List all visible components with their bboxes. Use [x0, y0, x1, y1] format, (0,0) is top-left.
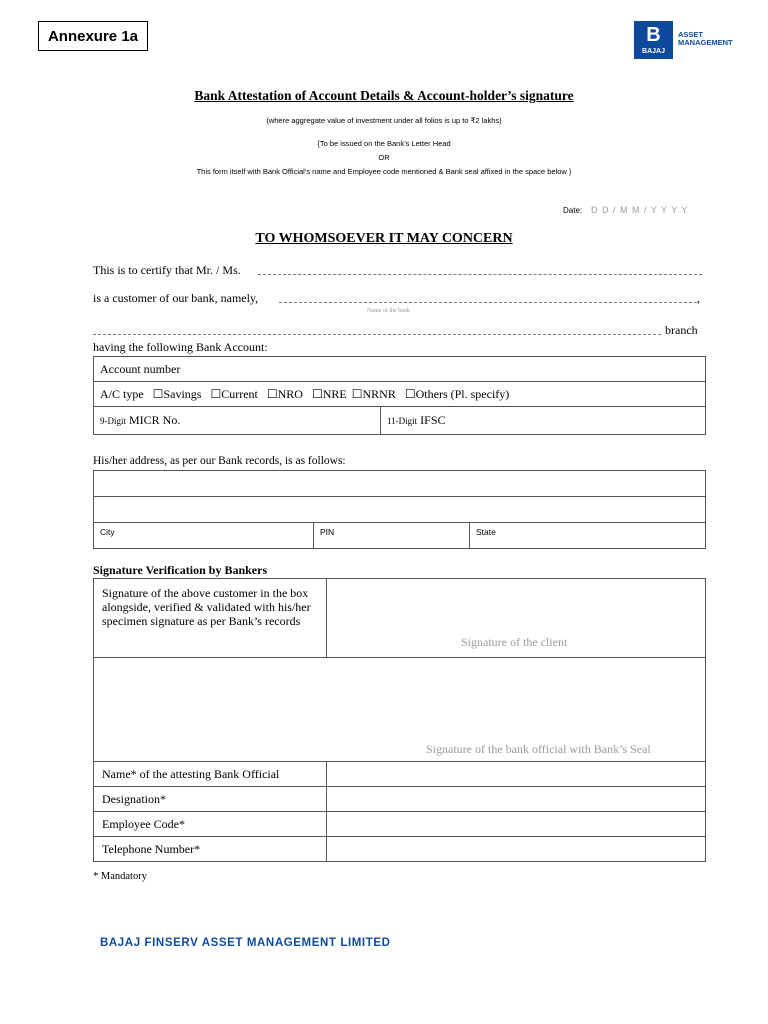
ac-type-label: A/C type [100, 386, 144, 401]
telephone-label: Telephone Number* [94, 837, 327, 862]
logo-brand: BAJAJ [642, 48, 665, 55]
logo-line-1: ASSET [678, 30, 704, 39]
checkbox-current[interactable]: ☐Current [210, 386, 258, 401]
logo-line-2: MANAGEMENT [678, 38, 733, 47]
checkbox-nrnr[interactable]: ☐NRNR [351, 386, 396, 401]
official-name-field[interactable] [327, 762, 706, 787]
customer-name-field[interactable] [258, 274, 702, 275]
date-field[interactable]: D D / M M / Y Y Y Y [591, 205, 689, 215]
telephone-field[interactable] [327, 837, 706, 862]
city-field[interactable]: City [94, 523, 314, 549]
state-field[interactable]: State [470, 523, 706, 549]
official-name-label: Name* of the attesting Bank Official [94, 762, 327, 787]
bank-name-caption: Name of the bank [367, 308, 410, 314]
ac-type-row [94, 382, 706, 407]
branch-label: branch [665, 323, 698, 337]
employee-code-field[interactable] [327, 812, 706, 837]
annexure-label: Annexure 1a [38, 21, 148, 51]
checkbox-nro[interactable]: ☐NRO [266, 386, 303, 401]
form-title: Bank Attestation of Account Details & Account-holder’s signature [194, 88, 574, 103]
logo-letter: B [646, 24, 661, 46]
employee-code-label: Employee Code* [94, 812, 327, 837]
bank-name-comma: , [697, 291, 700, 305]
designation-label: Designation* [94, 787, 327, 812]
form-subtitle: (where aggregate value of investment under all folios is up to ₹2 lakhs) [266, 116, 502, 125]
logo-wordmark [678, 31, 733, 47]
date-label: Date: [563, 206, 583, 215]
ifsc-label: IFSC [420, 413, 446, 427]
bank-name-text: is a customer of our bank, namely, [93, 291, 259, 305]
micr-label: MICR No. [129, 413, 181, 427]
address-line-1-field[interactable] [94, 471, 706, 497]
address-intro: His/her address, as per our Bank records, is as follows: [93, 455, 346, 467]
account-number-field[interactable] [94, 357, 706, 382]
checkbox-nre[interactable]: ☐NRE [311, 386, 347, 401]
signature-table [93, 578, 706, 862]
official-signature-box[interactable] [94, 658, 706, 762]
verify-text: Signature of the above customer in the box alongside, verified & validated with his/her specimen signature as per Bank’s records [94, 579, 327, 658]
checkbox-others[interactable]: ☐Others (Pl. specify) [404, 386, 510, 401]
account-number-label: Account number [100, 361, 181, 376]
account-table [93, 356, 706, 435]
address-line-2-field[interactable] [94, 497, 706, 523]
mandatory-note: * Mandatory [93, 871, 147, 882]
checkbox-savings[interactable]: ☐Savings [152, 386, 202, 401]
footer-company-name: BAJAJ FINSERV ASSET MANAGEMENT LIMITED [100, 937, 391, 949]
issue-note-1: {To be issued on the Bank’s Letter Head [317, 139, 451, 148]
client-signature-caption: Signature of the client [461, 635, 568, 649]
ifsc-field[interactable]: 11-Digit IFSC [381, 407, 706, 435]
pin-field[interactable]: PIN [314, 523, 470, 549]
signature-section-title: Signature Verification by Bankers [93, 563, 268, 577]
designation-field[interactable] [327, 787, 706, 812]
client-signature-box[interactable] [327, 579, 706, 658]
concern-heading: TO WHOMSOEVER IT MAY CONCERN [255, 231, 513, 246]
issue-note-2: This form itself with Bank Official’s name and Employee code mentioned & Bank seal affixed in the space below } [196, 167, 572, 176]
account-intro-text: having the following Bank Account: [93, 340, 268, 354]
address-table [93, 470, 706, 549]
bank-name-field[interactable] [279, 302, 697, 303]
bajaj-logo [634, 21, 673, 59]
official-signature-caption: Signature of the bank official with Bank’s Seal [426, 742, 651, 756]
certify-text: This is to certify that Mr. / Ms. [93, 263, 241, 277]
issue-note-or: OR [378, 153, 390, 162]
branch-field[interactable] [93, 334, 661, 335]
micr-field[interactable]: 9-Digit MICR No. [94, 407, 381, 435]
